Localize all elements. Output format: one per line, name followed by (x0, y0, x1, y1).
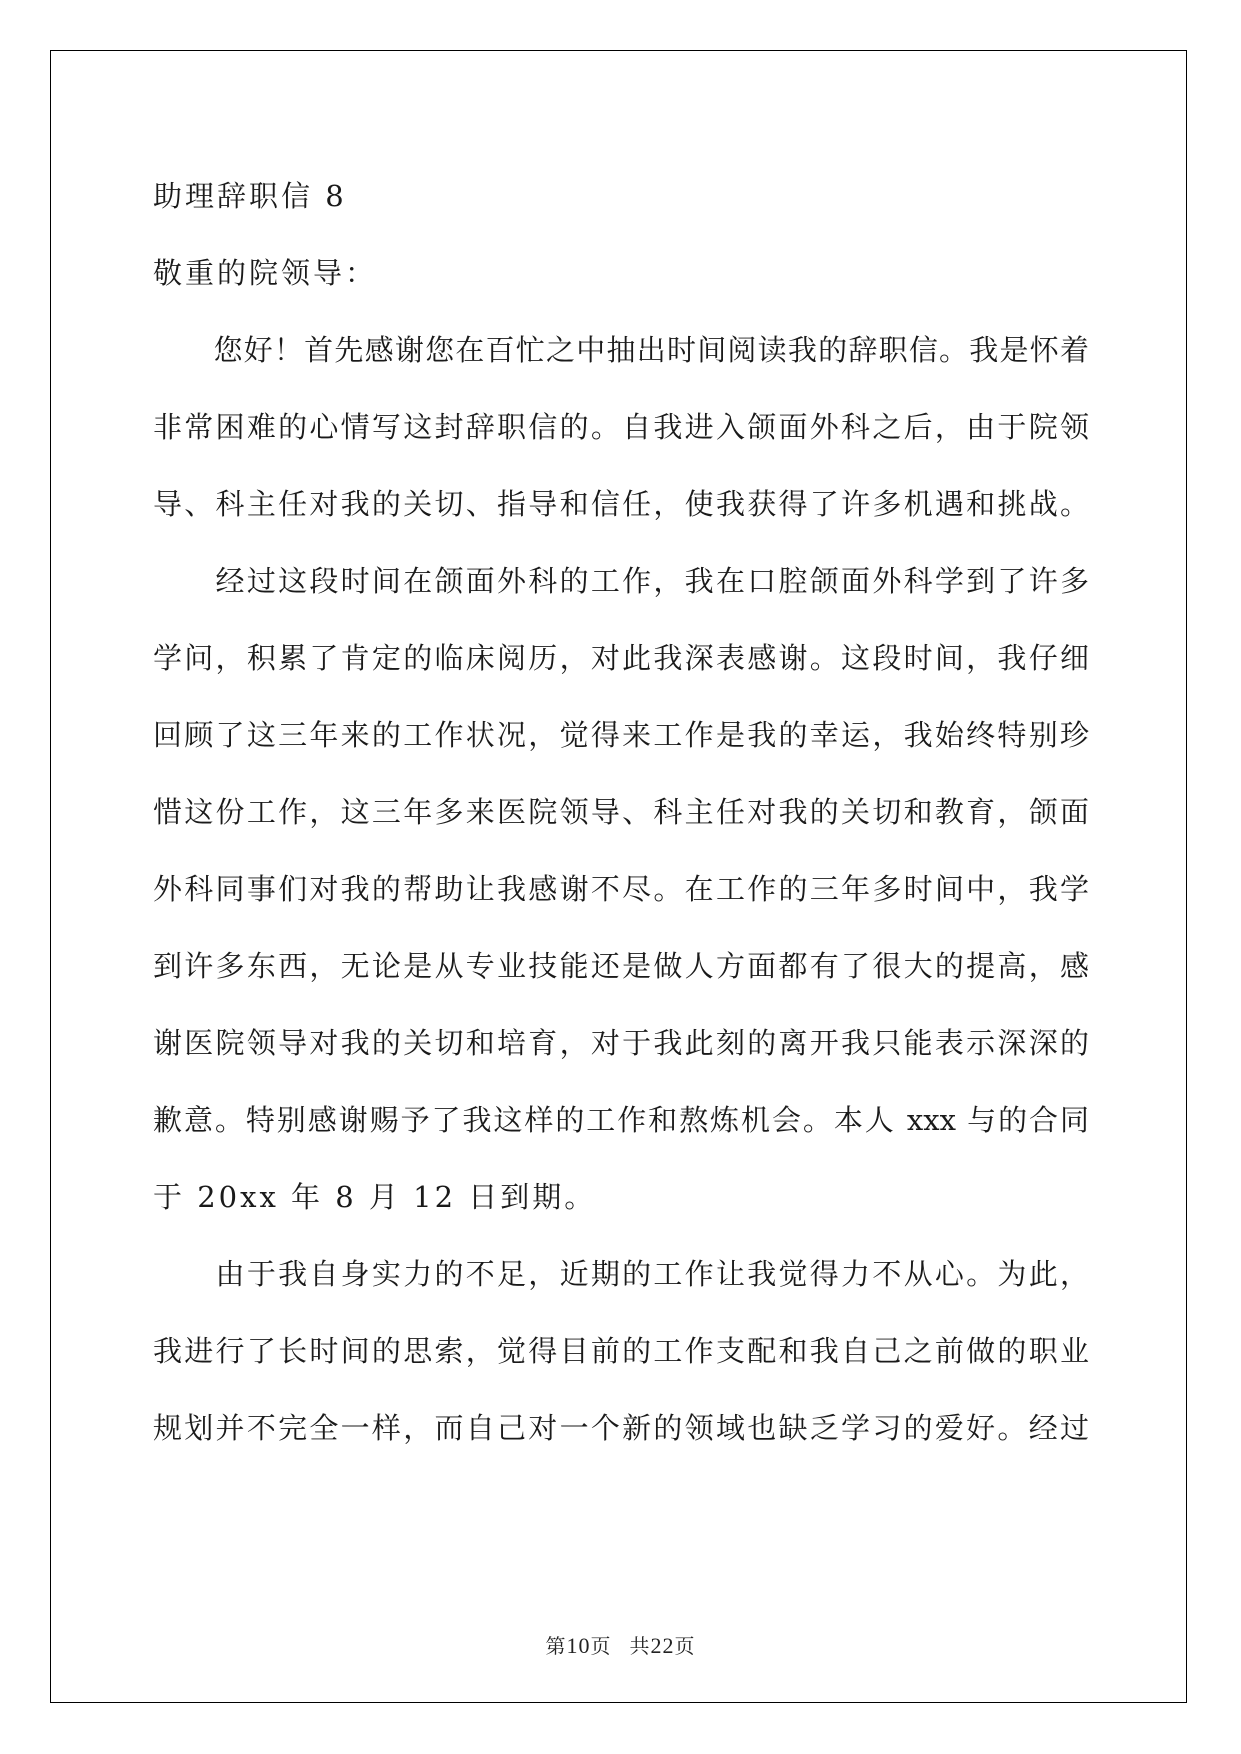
footer-page-suffix: 页 (590, 1634, 612, 1658)
body-line: 外科同事们对我的帮助让我感谢不尽。在工作的三年多时间中，我学 (153, 872, 1089, 906)
body-line: 导、科主任对我的关切、指导和信任，使我获得了许多机遇和挑战。 (153, 487, 1089, 521)
body-line: 我进行了长时间的思索，觉得目前的工作支配和我自己之前做的职业 (153, 1334, 1089, 1368)
current-page-number: 10 (566, 1633, 591, 1658)
body-line: 回顾了这三年来的工作状况，觉得来工作是我的幸运，我始终特别珍 (153, 718, 1089, 752)
body-line: 您好！首先感谢您在百忙之中抽出时间阅读我的辞职信。我是怀着 (153, 333, 1089, 367)
footer-prefix: 第 (545, 1634, 567, 1658)
body-line: 学问，积累了肯定的临床阅历，对此我深表感谢。这段时间，我仔细 (153, 641, 1089, 675)
total-pages-number: 22 (650, 1633, 675, 1658)
body-line: 经过这段时间在颌面外科的工作，我在口腔颌面外科学到了许多 (153, 564, 1089, 598)
salutation: 敬重的院领导： (153, 256, 378, 290)
body-line: 由于我自身实力的不足，近期的工作让我觉得力不从心。为此， (153, 1257, 1089, 1291)
document-body (153, 158, 1089, 1467)
body-line: 于 20xx 年 8 月 12 日到期。 (153, 1180, 597, 1214)
page-footer (0, 1630, 1241, 1659)
body-line: 到许多东西，无论是从专业技能还是做人方面都有了很大的提高，感 (153, 949, 1089, 983)
body-line: 惜这份工作，这三年多来医院领导、科主任对我的关切和教育，颌面 (153, 795, 1089, 829)
body-line: 歉意。特别感谢赐予了我这样的工作和熬炼机会。本人 xxx 与的合同 (153, 1103, 1089, 1137)
body-line: 非常困难的心情写这封辞职信的。自我进入颌面外科之后，由于院领 (153, 410, 1089, 444)
footer-total-suffix: 页 (674, 1634, 696, 1658)
body-line: 谢医院领导对我的关切和培育，对于我此刻的离开我只能表示深深的 (153, 1026, 1089, 1060)
body-line: 规划并不完全一样，而自己对一个新的领域也缺乏学习的爱好。经过 (153, 1411, 1089, 1445)
document-title: 助理辞职信 8 (153, 179, 347, 213)
footer-total-prefix: 共 (629, 1634, 651, 1658)
